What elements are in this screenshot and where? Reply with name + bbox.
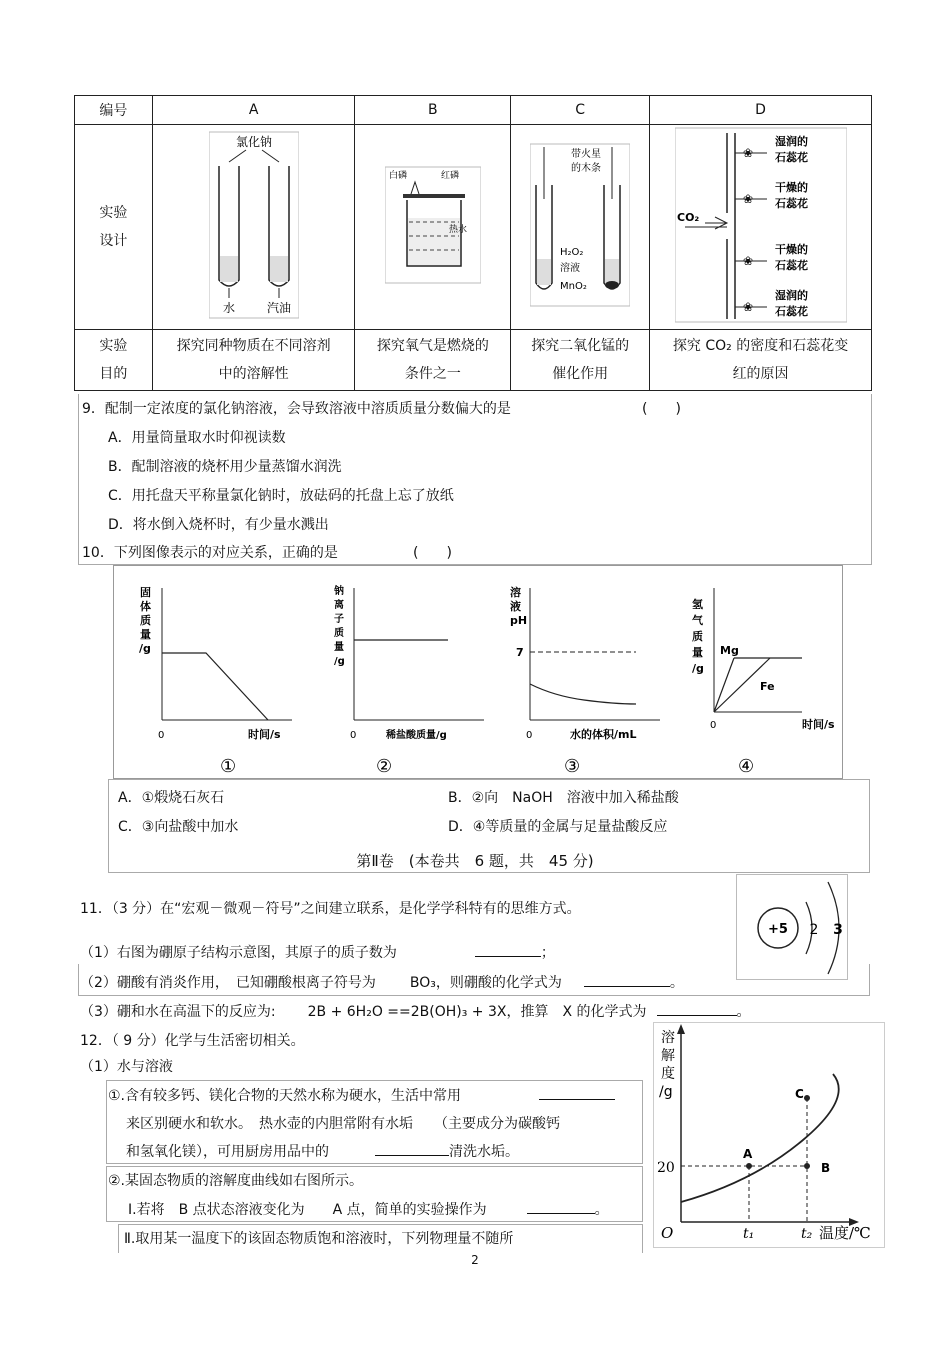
q12-p2i: Ⅰ.若将 B 点状态溶液变化为 A 点，简单的实验操作为 。 bbox=[128, 1199, 609, 1219]
q9-frame bbox=[78, 394, 872, 565]
svg-text:钠: 钠 bbox=[334, 586, 344, 597]
svg-text:湿润的: 湿润的 bbox=[774, 135, 808, 148]
q12-p2ii: Ⅱ.取用某一温度下的该固态物质饱和溶液时，下列物理量不随所 bbox=[124, 1231, 514, 1247]
q9-answer-paren: ( ) bbox=[642, 401, 681, 417]
q12-p1b: 来区别硬水和软水。 热水壶的内胆常附有水垢 （主要成分为碳酸钙 bbox=[126, 1116, 560, 1132]
svg-text:石蕊花: 石蕊花 bbox=[774, 259, 808, 272]
chart-1 bbox=[128, 580, 308, 776]
svg-text:石蕊花: 石蕊花 bbox=[774, 197, 808, 210]
svg-text:干燥的: 干燥的 bbox=[774, 181, 808, 194]
svg-text:气: 气 bbox=[692, 614, 703, 627]
chart-3-number: ③ bbox=[564, 756, 581, 776]
svg-text:溶: 溶 bbox=[661, 1030, 675, 1046]
svg-text:/g: /g bbox=[659, 1084, 673, 1100]
chart-3 bbox=[504, 580, 684, 776]
q12-sub1: （1）水与溶液 bbox=[80, 1059, 173, 1075]
solubility-curve bbox=[653, 1022, 885, 1248]
q9-option-c: C．用托盘天平称量氯化钠时，放砝码的托盘上忘了放纸 bbox=[108, 488, 454, 504]
svg-text:C: C bbox=[795, 1087, 804, 1101]
svg-text:液: 液 bbox=[510, 600, 521, 613]
svg-text:20: 20 bbox=[657, 1160, 675, 1176]
q12-p1a: ①.含有较多钙、镁化合物的天然水称为硬水，生活中常用 bbox=[108, 1085, 615, 1105]
test-tubes-figure-a bbox=[209, 130, 299, 320]
table-header-b: B bbox=[355, 96, 511, 125]
mg-line bbox=[714, 658, 734, 712]
chart-2 bbox=[324, 580, 504, 776]
svg-text:O: O bbox=[661, 1224, 674, 1242]
q9-stem: 9．配制一定浓度的氯化钠溶液，会导致溶液中溶质质量分数偏大的是 bbox=[82, 401, 511, 417]
figure-c-cell bbox=[511, 125, 650, 330]
svg-text:pH: pH bbox=[510, 614, 528, 627]
purpose-a: 探究同种物质在不同溶剂 中的溶解性 bbox=[152, 330, 355, 391]
q12-p1c: 和氢氧化镁），可用厨房用品中的 清洗水垢。 bbox=[126, 1141, 519, 1161]
svg-text:时间/s: 时间/s bbox=[802, 718, 835, 731]
svg-text:0: 0 bbox=[350, 730, 357, 741]
svg-text:质: 质 bbox=[334, 628, 344, 639]
q12-stem: 12．（ 9 分）化学与生活密切相关。 bbox=[80, 1033, 305, 1049]
flower-icon: ❀ bbox=[742, 192, 753, 206]
svg-text:石蕊花: 石蕊花 bbox=[774, 305, 808, 318]
svg-text:量: 量 bbox=[692, 646, 703, 659]
svg-text:t₂: t₂ bbox=[801, 1226, 813, 1242]
svg-text:度: 度 bbox=[661, 1066, 675, 1082]
label-white-phosphorus: 白磷 bbox=[388, 171, 407, 181]
page-number: 2 bbox=[471, 1253, 479, 1267]
svg-text:/g: /g bbox=[692, 662, 704, 675]
q11-sub1: （1）右图为硼原子结构示意图，其原子的质子数为 ； bbox=[80, 942, 555, 962]
svg-text:水的体积/mL: 水的体积/mL bbox=[570, 728, 637, 741]
q9-option-b: B．配制溶液的烧杯用少量蒸馏水润洗 bbox=[108, 459, 342, 475]
svg-text:质: 质 bbox=[140, 614, 151, 627]
flower-icon: ❀ bbox=[742, 146, 753, 160]
chart-2-number: ② bbox=[376, 756, 393, 776]
chart-4-number: ④ bbox=[738, 756, 755, 776]
q12-p2: ②.某固态物质的溶解度曲线如右图所示。 bbox=[108, 1173, 363, 1189]
experiment-table bbox=[74, 95, 872, 391]
svg-text:0: 0 bbox=[158, 730, 165, 741]
svg-text:固: 固 bbox=[140, 586, 151, 599]
svg-text:氢: 氢 bbox=[692, 598, 703, 611]
svg-text:解: 解 bbox=[661, 1048, 675, 1064]
svg-text:3: 3 bbox=[833, 922, 843, 938]
label-mno2: MnO₂ bbox=[560, 281, 588, 292]
part-2-title: 第Ⅱ卷 (本卷共 6 题，共 45 分) bbox=[356, 852, 594, 870]
flower-icon: ❀ bbox=[742, 254, 753, 268]
figure-d-cell bbox=[650, 125, 872, 330]
test-tubes-figure-c bbox=[530, 143, 630, 307]
q11-blank-2[interactable] bbox=[584, 972, 670, 987]
table-header-d: D bbox=[650, 96, 872, 125]
q10-answer-paren: ( ) bbox=[413, 545, 452, 561]
q10-option-a: A．①煅烧石灰石 bbox=[118, 790, 225, 806]
q12-blank-2[interactable] bbox=[375, 1141, 449, 1156]
purpose-c: 探究二氧化锰的 催化作用 bbox=[511, 330, 650, 391]
point-c bbox=[804, 1095, 810, 1101]
svg-text:/g: /g bbox=[139, 642, 151, 655]
series-line bbox=[162, 653, 268, 720]
beaker-figure-b bbox=[385, 166, 481, 284]
q9-option-d: D．将水倒入烧杯时，有少量水溅出 bbox=[108, 517, 329, 533]
row-label-purpose: 实验 目的 bbox=[75, 330, 153, 391]
co2-apparatus-figure-d bbox=[675, 127, 847, 323]
q12-blank-3[interactable] bbox=[527, 1199, 595, 1214]
purpose-b: 探究氧气是燃烧的 条件之一 bbox=[355, 330, 511, 391]
svg-text:石蕊花: 石蕊花 bbox=[774, 151, 808, 164]
svg-text:子: 子 bbox=[334, 614, 344, 625]
svg-text:量: 量 bbox=[140, 628, 151, 641]
figure-a-cell bbox=[152, 125, 355, 330]
q10-option-b: B．②向 NaOH 溶液中加入稀盐酸 bbox=[448, 790, 679, 806]
series-line bbox=[530, 684, 636, 704]
svg-text:7: 7 bbox=[516, 646, 524, 659]
q12-blank-1[interactable] bbox=[539, 1085, 615, 1100]
label-co2: CO₂ bbox=[676, 211, 699, 224]
label-hot-water: 热水 bbox=[448, 225, 467, 235]
svg-text:离: 离 bbox=[334, 600, 344, 611]
q9-option-a: A．用量筒量取水时仰视读数 bbox=[108, 430, 286, 446]
table-header-a: A bbox=[152, 96, 355, 125]
table-header-number: 编号 bbox=[75, 96, 153, 125]
svg-text:体: 体 bbox=[140, 600, 151, 613]
svg-text:Mg: Mg bbox=[720, 644, 739, 657]
svg-text:湿润的: 湿润的 bbox=[774, 289, 808, 302]
table-header-c: C bbox=[511, 96, 650, 125]
q10-charts bbox=[113, 565, 843, 779]
chart-1-number: ① bbox=[220, 756, 237, 776]
svg-text:0: 0 bbox=[710, 720, 717, 731]
q10-stem: 10．下列图像表示的对应关系，正确的是 bbox=[82, 545, 338, 561]
label-splint: 的木条 bbox=[571, 163, 602, 174]
label-nacl: 氯化钠 bbox=[235, 135, 272, 149]
svg-text:A: A bbox=[743, 1147, 753, 1161]
row-label-design: 实验 设计 bbox=[75, 125, 153, 330]
label-gasoline: 汽油 bbox=[266, 301, 291, 315]
purpose-d: 探究 CO₂ 的密度和石蕊花变 红的原因 bbox=[650, 330, 872, 391]
svg-text:t₁: t₁ bbox=[743, 1226, 755, 1242]
svg-text:B: B bbox=[821, 1161, 831, 1175]
svg-text:溶: 溶 bbox=[510, 586, 521, 599]
q11-blank-1[interactable] bbox=[475, 942, 541, 957]
svg-text:时间/s: 时间/s bbox=[248, 728, 281, 741]
svg-text:温度/℃: 温度/℃ bbox=[819, 1224, 871, 1242]
svg-text:Fe: Fe bbox=[760, 680, 775, 693]
svg-text:质: 质 bbox=[692, 630, 703, 643]
label-glowing: 带火星 bbox=[571, 149, 602, 160]
label-h2o2: H₂O₂ bbox=[560, 247, 584, 258]
chart-4 bbox=[684, 580, 840, 776]
q11-blank-3[interactable] bbox=[657, 1001, 737, 1016]
label-water: 水 bbox=[222, 301, 235, 315]
label-solution: 溶液 bbox=[560, 263, 581, 274]
figure-b-cell bbox=[355, 125, 511, 330]
svg-text:干燥的: 干燥的 bbox=[774, 243, 808, 256]
q11-sub3: （3）硼和水在高温下的反应为: 2B + 6H₂O ==2B(OH)₃ + 3X，推算 X 的化学式为 。 bbox=[80, 1001, 751, 1021]
q11-sub2: （2）硼酸有消炎作用， 已知硼酸根离子符号为 BO₃，则硼酸的化学式为 。 bbox=[80, 972, 684, 992]
svg-text:/g: /g bbox=[334, 656, 345, 667]
svg-text:+5: +5 bbox=[768, 922, 788, 937]
label-red-phosphorus: 红磷 bbox=[440, 171, 459, 181]
svg-text:稀盐酸质量/g: 稀盐酸质量/g bbox=[386, 730, 447, 741]
point-b bbox=[804, 1163, 810, 1169]
q10-option-d: D．④等质量的金属与足量盐酸反应 bbox=[448, 819, 668, 835]
q10-option-c: C．③向盐酸中加水 bbox=[118, 819, 239, 835]
q11-stem: 11．（3 分）在“宏观－微观－符号”之间建立联系，是化学学科特有的思维方式。 bbox=[80, 901, 581, 917]
svg-text:2: 2 bbox=[809, 922, 819, 938]
point-a bbox=[746, 1163, 752, 1169]
flower-icon: ❀ bbox=[742, 300, 753, 314]
svg-text:0: 0 bbox=[526, 730, 533, 741]
svg-text:量: 量 bbox=[334, 642, 344, 653]
